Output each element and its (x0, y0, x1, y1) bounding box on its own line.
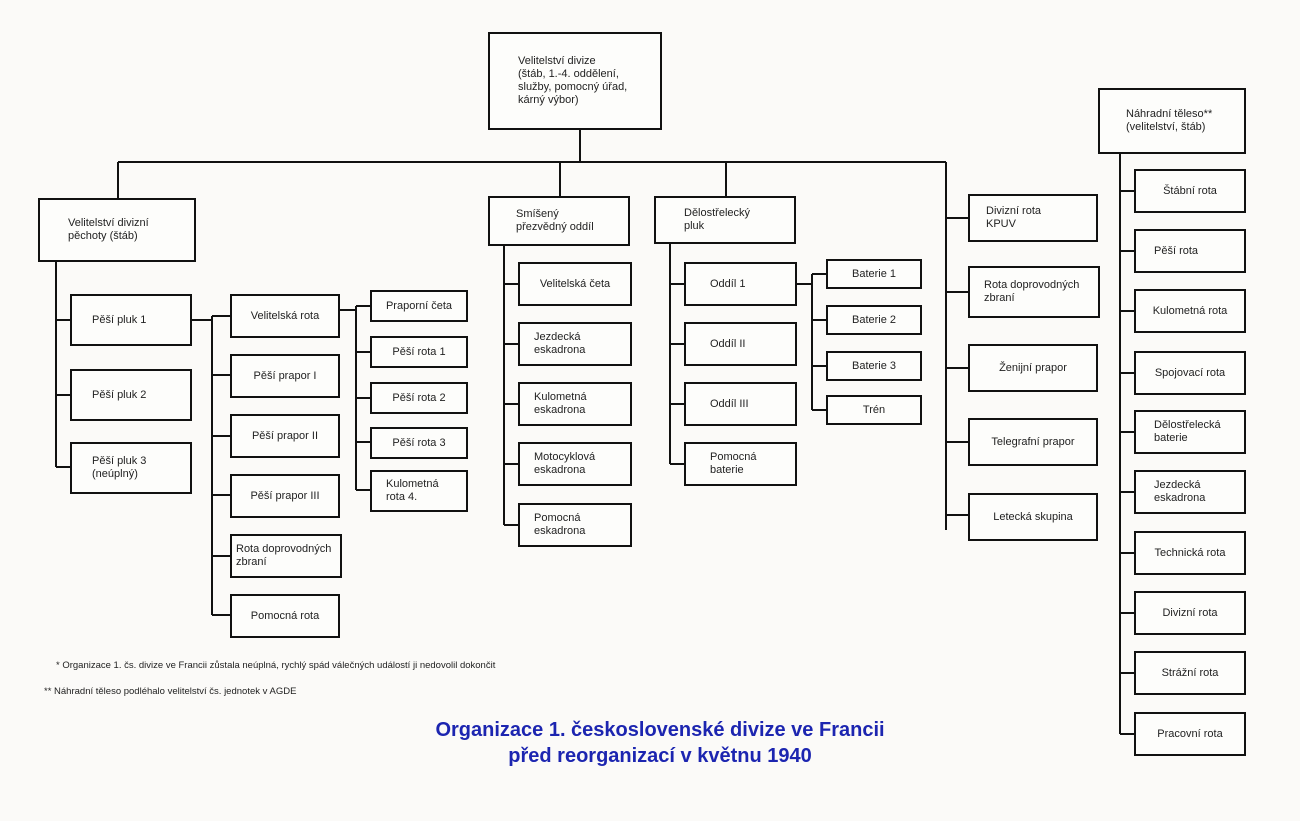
artillery-unit-box: Oddíl 1 (684, 262, 797, 306)
footnote-replacement: ** Náhradní těleso podléhalo velitelství čs. jednotek v AGDE (44, 686, 297, 697)
division-unit-box: Telegrafní prapor (968, 418, 1098, 466)
infantry-company-box: Kulometná rota 4. (370, 470, 468, 512)
infantry-unit-box: Pěší prapor I (230, 354, 340, 398)
recon-unit-box: Kulometná eskadrona (518, 382, 632, 426)
infantry-company-box: Praporní četa (370, 290, 468, 322)
replacement-unit-box: Dělostřelecká baterie (1134, 410, 1246, 454)
infantry-unit-box: Pěší prapor II (230, 414, 340, 458)
infantry-unit-box: Velitelská rota (230, 294, 340, 338)
division-unit-box: Letecká skupina (968, 493, 1098, 541)
artillery-battery-box: Baterie 2 (826, 305, 922, 335)
infantry-company-box: Pěší rota 2 (370, 382, 468, 414)
infantry-unit-box: Pěší prapor III (230, 474, 340, 518)
recon-unit-box: Pomocná eskadrona (518, 503, 632, 547)
replacement-unit-box: Štábní rota (1134, 169, 1246, 213)
replacement-unit-box: Pracovní rota (1134, 712, 1246, 756)
replacement-unit-box: Technická rota (1134, 531, 1246, 575)
replacement-unit-box: Kulometná rota (1134, 289, 1246, 333)
replacement-unit-box: Spojovací rota (1134, 351, 1246, 395)
infantry-hq-box: Velitelství divizní pěchoty (štáb) (38, 198, 196, 262)
infantry-regiment-box: Pěší pluk 3 (neúplný) (70, 442, 192, 494)
replacement-unit-box: Pěší rota (1134, 229, 1246, 273)
replacement-unit-box: Jezdecká eskadrona (1134, 470, 1246, 514)
recon-unit-box: Jezdecká eskadrona (518, 322, 632, 366)
infantry-company-box: Pěší rota 3 (370, 427, 468, 459)
infantry-unit-box: Pomocná rota (230, 594, 340, 638)
footnote-incomplete: * Organizace 1. čs. divize ve Francii zůstala neúplná, rychlý spád válečných událostí ji nedovolil dokončit (56, 660, 496, 671)
replacement-unit-box: Divizní rota (1134, 591, 1246, 635)
infantry-regiment-box: Pěší pluk 2 (70, 369, 192, 421)
replacement-unit-box: Strážní rota (1134, 651, 1246, 695)
artillery-unit-box: Oddíl II (684, 322, 797, 366)
artillery-battery-box: Trén (826, 395, 922, 425)
division-unit-box: Rota doprovodných zbraní (968, 266, 1100, 318)
infantry-company-box: Pěší rota 1 (370, 336, 468, 368)
artillery-hq-box: Dělostřelecký pluk (654, 196, 796, 244)
artillery-unit-box: Pomocná baterie (684, 442, 797, 486)
recon-unit-box: Motocyklová eskadrona (518, 442, 632, 486)
division-hq-box: Velitelství divize (štáb, 1.-4. oddělení, služby, pomocný úřad, kárný výbor) (488, 32, 662, 130)
division-unit-box: Ženijní prapor (968, 344, 1098, 392)
division-unit-box: Divizní rota KPUV (968, 194, 1098, 242)
artillery-unit-box: Oddíl III (684, 382, 797, 426)
recon-hq-box: Smíšený přezvědný oddíl (488, 196, 630, 246)
infantry-regiment-box: Pěší pluk 1 (70, 294, 192, 346)
replacement-hq-box: Náhradní těleso** (velitelství, štáb) (1098, 88, 1246, 154)
recon-unit-box: Velitelská četa (518, 262, 632, 306)
diagram-title-line-2: před reorganizací v květnu 1940 (508, 745, 812, 767)
artillery-battery-box: Baterie 1 (826, 259, 922, 289)
infantry-unit-box: Rota doprovodných zbraní (230, 534, 342, 578)
artillery-battery-box: Baterie 3 (826, 351, 922, 381)
diagram-title-line-1: Organizace 1. československé divize ve Francii (435, 719, 885, 741)
